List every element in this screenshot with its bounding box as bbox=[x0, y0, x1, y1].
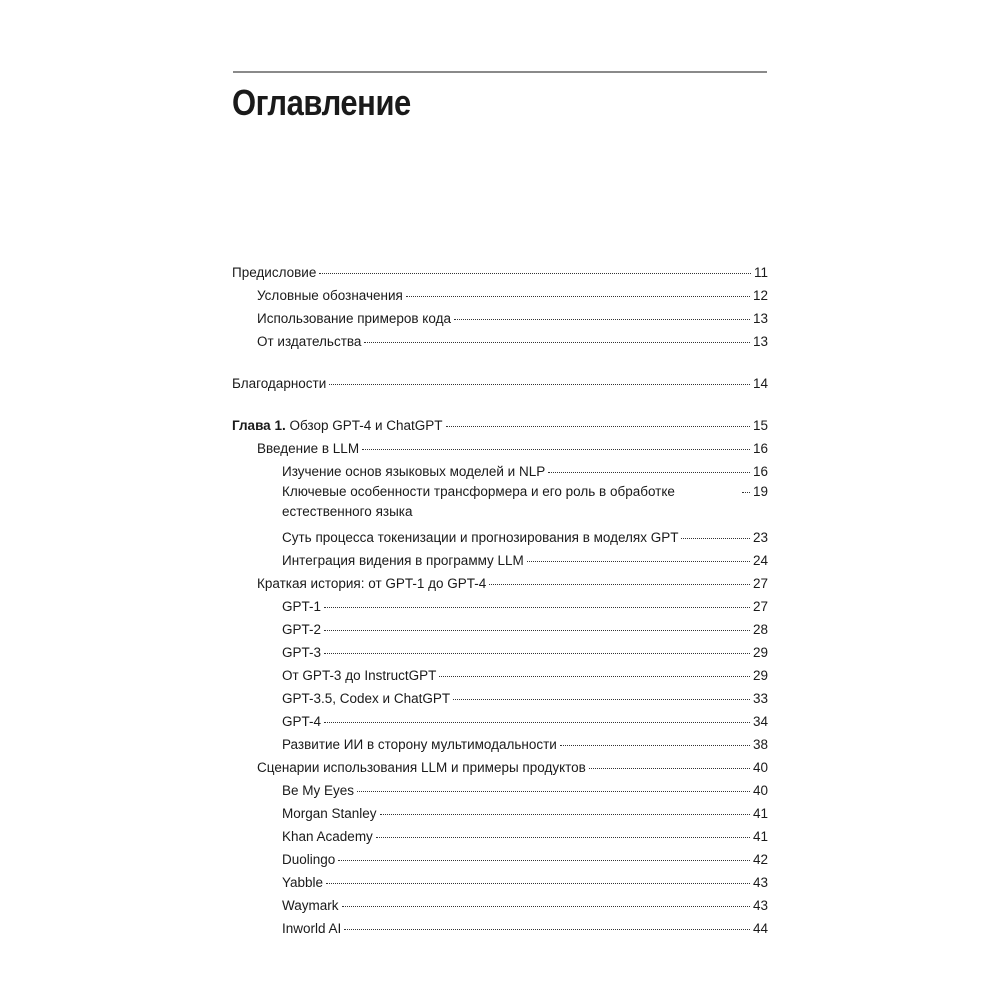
toc-entry[interactable] bbox=[232, 616, 768, 639]
dot-leader bbox=[324, 653, 750, 654]
toc-entry[interactable] bbox=[232, 800, 768, 823]
toc-page-number: 41 bbox=[752, 829, 768, 844]
header-rule bbox=[233, 71, 767, 73]
dot-leader bbox=[362, 449, 750, 450]
toc-entry-text: Предисловие bbox=[232, 265, 317, 280]
toc-entry[interactable] bbox=[232, 915, 768, 938]
toc-entry-text: Khan Academy bbox=[282, 829, 373, 844]
dot-leader bbox=[376, 837, 750, 838]
toc-entry-thanks[interactable] bbox=[232, 370, 768, 393]
toc-page-number: 33 bbox=[752, 691, 768, 706]
toc-entry-text: GPT-1 bbox=[282, 599, 322, 614]
dot-leader bbox=[406, 296, 750, 297]
toc-entry-text: GPT-2 bbox=[282, 622, 322, 637]
section-gap bbox=[232, 393, 768, 412]
toc-page-number: 24 bbox=[752, 553, 768, 568]
dot-leader bbox=[454, 319, 750, 320]
toc-entry-text: Введение в LLM bbox=[257, 441, 360, 456]
toc-entry-text: GPT-3 bbox=[282, 645, 322, 660]
toc-page-number: 11 bbox=[753, 265, 768, 280]
toc-entry-text: Be My Eyes bbox=[282, 783, 355, 798]
dot-leader bbox=[589, 768, 750, 769]
dot-leader bbox=[560, 745, 750, 746]
toc-entry-chapter-1[interactable] bbox=[232, 412, 768, 435]
toc-entry-text: Развитие ИИ в сторону мультимодальности bbox=[282, 737, 557, 752]
toc-page-number: 16 bbox=[752, 464, 768, 479]
toc-entry[interactable] bbox=[232, 685, 768, 708]
toc-page-number: 43 bbox=[752, 875, 768, 890]
toc-entry[interactable] bbox=[232, 481, 768, 524]
toc-entry[interactable] bbox=[232, 593, 768, 616]
dot-leader bbox=[324, 722, 750, 723]
toc-entry[interactable] bbox=[232, 823, 768, 846]
table-of-contents bbox=[232, 259, 768, 938]
toc-page-number: 15 bbox=[752, 418, 768, 433]
toc-entry[interactable] bbox=[232, 547, 768, 570]
toc-entry-text: Краткая история: от GPT-1 до GPT-4 bbox=[257, 576, 487, 591]
dot-leader bbox=[489, 584, 750, 585]
toc-entry-text: GPT-4 bbox=[282, 714, 322, 729]
toc-entry[interactable] bbox=[232, 777, 768, 800]
toc-page-number: 23 bbox=[752, 530, 768, 545]
toc-page-number: 27 bbox=[752, 576, 768, 591]
dot-leader bbox=[380, 814, 750, 815]
page-title: Оглавление bbox=[232, 82, 411, 123]
toc-page-number: 19 bbox=[752, 484, 768, 499]
toc-entry-text: Использование примеров кода bbox=[257, 311, 451, 326]
toc-entry[interactable] bbox=[232, 305, 768, 328]
toc-entry-preface[interactable] bbox=[232, 259, 768, 282]
toc-page-number: 44 bbox=[752, 921, 768, 936]
toc-entry-text: Сценарии использования LLM и примеры продуктов bbox=[257, 760, 586, 775]
toc-entry-text: GPT-3.5, Codex и ChatGPT bbox=[282, 691, 451, 706]
toc-page-number: 27 bbox=[752, 599, 768, 614]
dot-leader bbox=[344, 929, 750, 930]
toc-page-number: 40 bbox=[752, 760, 768, 775]
dot-leader bbox=[338, 860, 750, 861]
toc-page-number: 29 bbox=[752, 668, 768, 683]
toc-page-number: 12 bbox=[752, 288, 768, 303]
toc-entry[interactable] bbox=[232, 846, 768, 869]
toc-entry[interactable] bbox=[232, 570, 768, 593]
toc-page-number: 34 bbox=[752, 714, 768, 729]
toc-entry[interactable] bbox=[232, 328, 768, 351]
toc-entry[interactable] bbox=[232, 524, 768, 547]
dot-leader bbox=[326, 883, 750, 884]
dot-leader bbox=[329, 384, 750, 385]
dot-leader bbox=[342, 906, 750, 907]
toc-entry-text: Morgan Stanley bbox=[282, 806, 377, 821]
toc-entry-text: От издательства bbox=[257, 334, 362, 349]
toc-page-number: 42 bbox=[752, 852, 768, 867]
toc-entry[interactable] bbox=[232, 892, 768, 915]
chapter-label: Глава 1. bbox=[232, 418, 286, 433]
dot-leader bbox=[681, 538, 749, 539]
toc-entry-text: Waymark bbox=[282, 898, 339, 913]
toc-entry[interactable] bbox=[232, 662, 768, 685]
dot-leader bbox=[324, 607, 750, 608]
toc-entry-text: Благодарности bbox=[232, 376, 327, 391]
toc-entry-text: Интеграция видения в программу LLM bbox=[282, 553, 524, 568]
toc-entry[interactable] bbox=[232, 282, 768, 305]
toc-entry[interactable] bbox=[232, 731, 768, 754]
toc-page-number: 38 bbox=[752, 737, 768, 752]
toc-page-number: 28 bbox=[752, 622, 768, 637]
toc-page-number: 13 bbox=[752, 334, 768, 349]
toc-entry[interactable] bbox=[232, 754, 768, 777]
toc-entry-text: Суть процесса токенизации и прогнозирования в моделях GPT bbox=[282, 530, 679, 545]
toc-page-number: 41 bbox=[752, 806, 768, 821]
section-gap bbox=[232, 351, 768, 370]
toc-entry-text: Yabble bbox=[282, 875, 324, 890]
toc-page-number: 13 bbox=[752, 311, 768, 326]
toc-entry-text: Изучение основ языковых моделей и NLP bbox=[282, 464, 546, 479]
toc-page-number: 14 bbox=[752, 376, 768, 391]
dot-leader bbox=[439, 676, 750, 677]
toc-entry-text: От GPT-3 до InstructGPT bbox=[282, 668, 437, 683]
toc-entry-text bbox=[232, 418, 443, 433]
dot-leader bbox=[548, 472, 750, 473]
dot-leader bbox=[364, 342, 750, 343]
toc-entry-text: Ключевые особенности трансформера и его роль в обработке естественного языка bbox=[282, 484, 675, 519]
dot-leader bbox=[527, 561, 750, 562]
toc-page-number: 16 bbox=[752, 441, 768, 456]
toc-entry-text: Условные обозначения bbox=[257, 288, 403, 303]
toc-entry[interactable] bbox=[232, 869, 768, 892]
toc-entry[interactable] bbox=[232, 435, 768, 458]
toc-entry[interactable] bbox=[232, 639, 768, 662]
dot-leader bbox=[742, 492, 750, 493]
toc-entry-text: Inworld AI bbox=[282, 921, 342, 936]
toc-entry[interactable] bbox=[232, 708, 768, 731]
toc-page-number: 43 bbox=[752, 898, 768, 913]
toc-entry-text: Duolingo bbox=[282, 852, 336, 867]
toc-entry[interactable] bbox=[232, 458, 768, 481]
dot-leader bbox=[446, 426, 750, 427]
dot-leader bbox=[319, 273, 751, 274]
chapter-title: Обзор GPT-4 и ChatGPT bbox=[289, 418, 443, 433]
dot-leader bbox=[357, 791, 750, 792]
dot-leader bbox=[324, 630, 750, 631]
toc-page-number: 40 bbox=[752, 783, 768, 798]
toc-page-number: 29 bbox=[752, 645, 768, 660]
dot-leader bbox=[453, 699, 750, 700]
